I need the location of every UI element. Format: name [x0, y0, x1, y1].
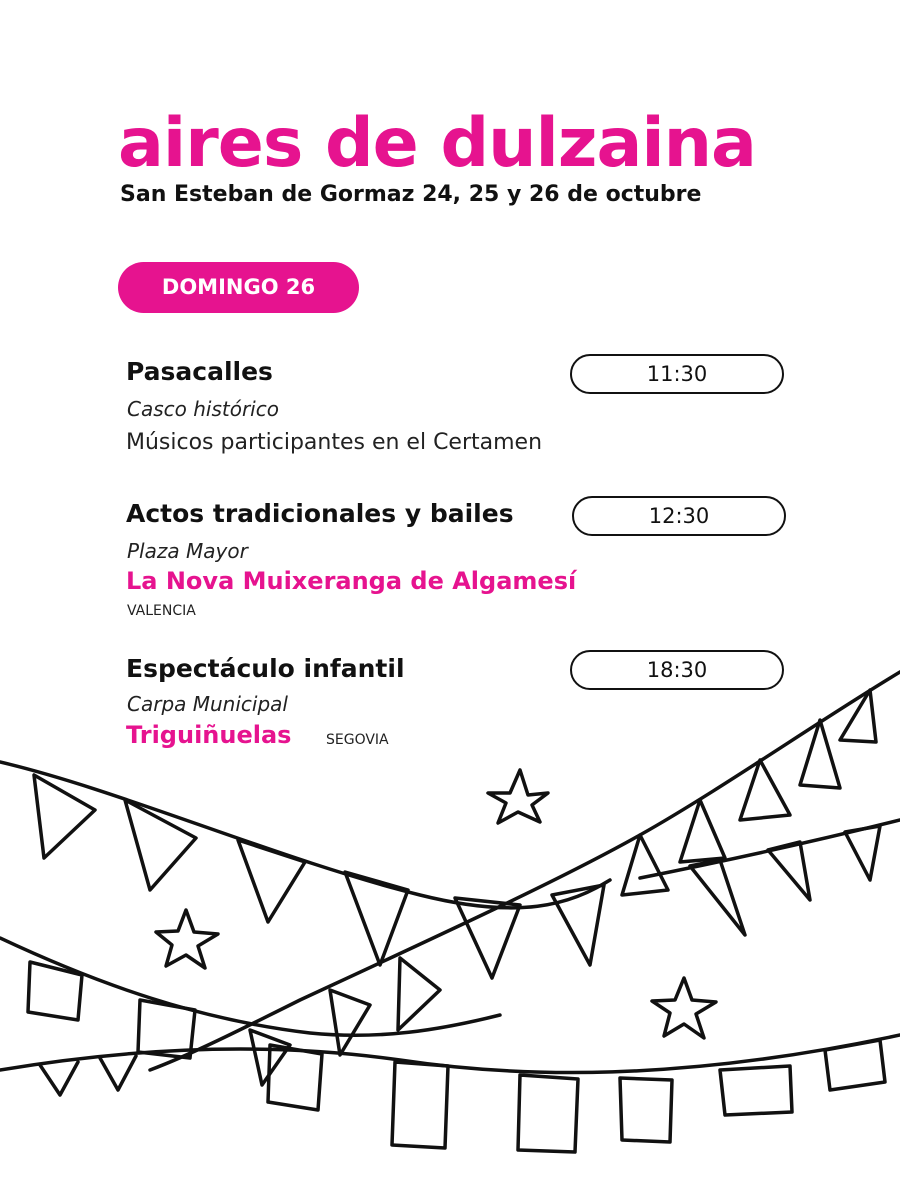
event-origin: SEGOVIA — [326, 732, 389, 748]
event-origin: VALENCIA — [127, 603, 196, 619]
event-venue: Carpa Municipal — [127, 692, 288, 716]
bunting-garland-icon — [640, 820, 900, 935]
day-badge: DOMINGO 26 — [118, 262, 359, 313]
poster-subtitle: San Esteban de Gormaz 24, 25 y 26 de octubre — [120, 182, 702, 207]
event-venue: Plaza Mayor — [127, 539, 248, 563]
star-icon — [652, 978, 716, 1038]
event-venue: Casco histórico — [127, 397, 279, 421]
event-title: Espectáculo infantil — [126, 654, 405, 683]
event-title: Actos tradicionales y bailes — [126, 499, 514, 528]
event-time-pill: 12:30 — [572, 496, 786, 536]
bunting-decoration — [0, 640, 900, 1200]
bunting-garland-icon — [150, 672, 900, 1085]
bunting-garland-icon — [0, 762, 610, 978]
poster-title: aires de dulzaina — [118, 104, 756, 183]
star-icon — [488, 770, 548, 823]
bunting-garland-icon — [0, 1035, 900, 1152]
event-title: Pasacalles — [126, 357, 273, 386]
bunting-garland-icon — [0, 938, 500, 1058]
event-description: Músicos participantes en el Certamen — [126, 430, 543, 455]
event-time-pill: 11:30 — [570, 354, 784, 394]
event-performer: Triguiñuelas — [126, 721, 292, 749]
event-performer: La Nova Muixeranga de Algamesí — [126, 567, 577, 595]
star-icon — [156, 910, 218, 968]
event-time-pill: 18:30 — [570, 650, 784, 690]
